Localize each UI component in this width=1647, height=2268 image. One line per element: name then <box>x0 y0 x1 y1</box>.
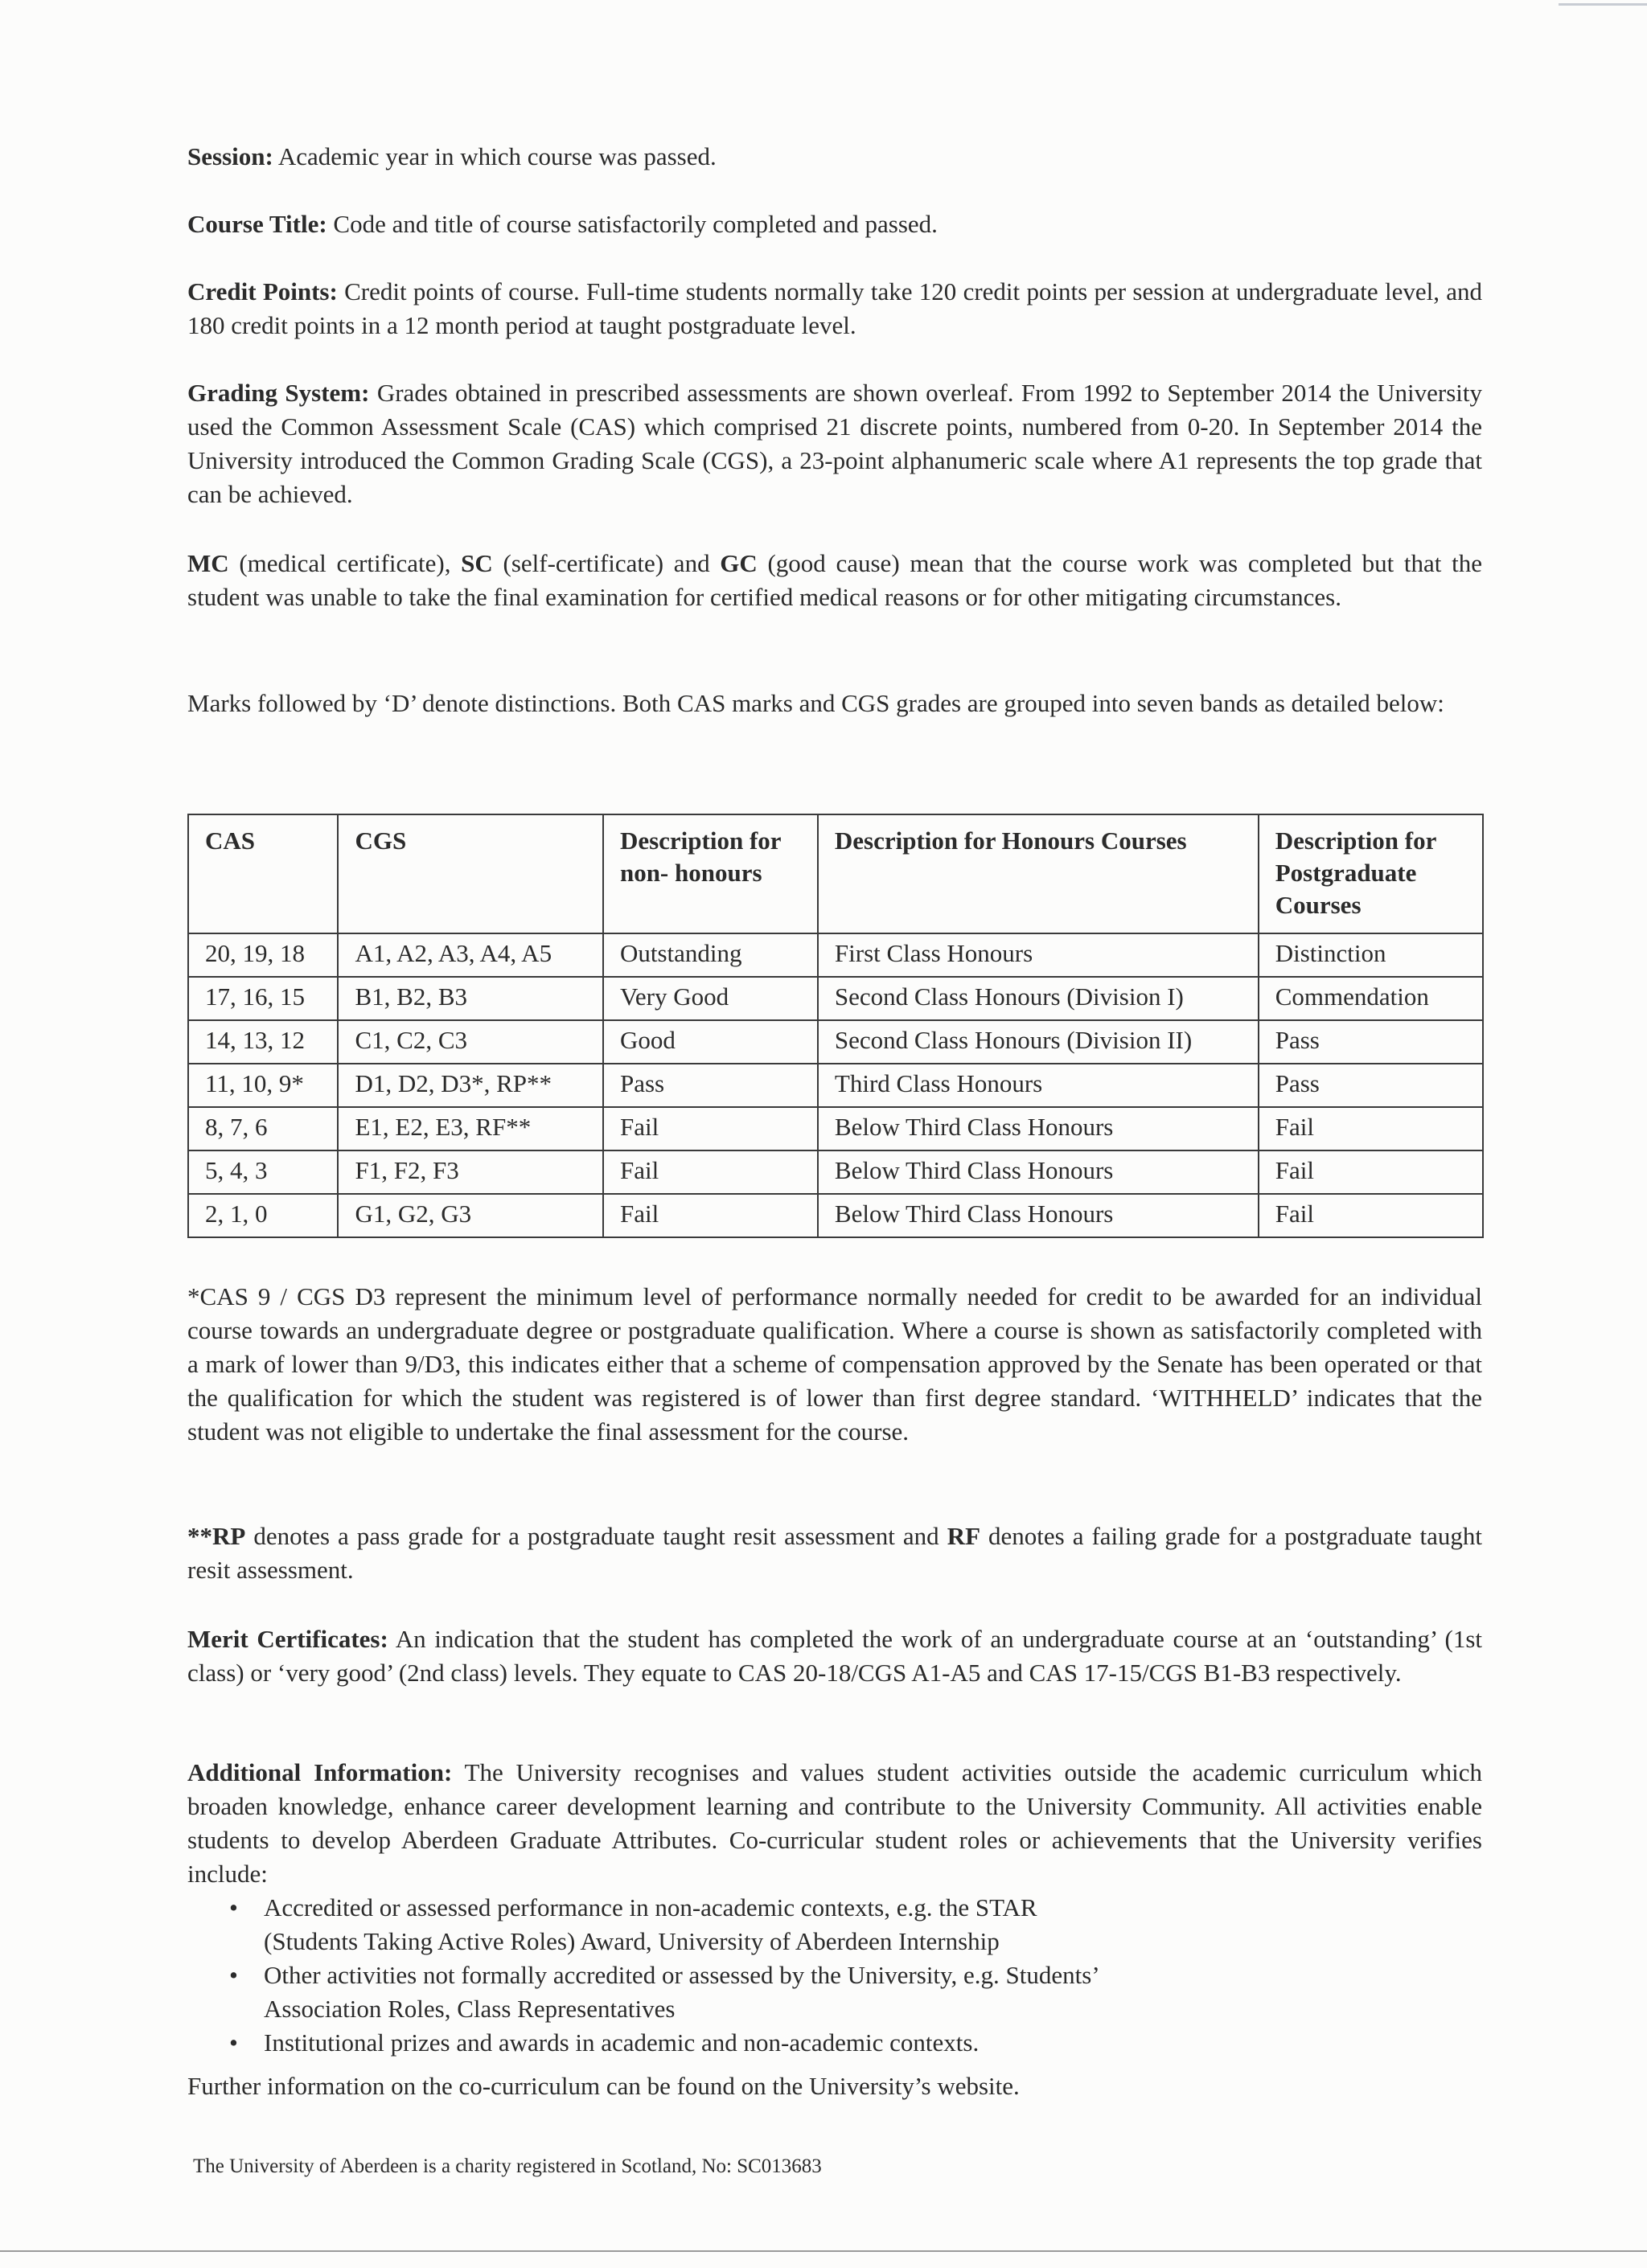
further-info: Further information on the co-curriculum can be found on the University’s website. <box>187 2072 1020 2100</box>
session-paragraph <box>187 140 1482 174</box>
rp-abbr: **RP <box>187 1522 246 1550</box>
cell-postgrad: Fail <box>1259 1194 1483 1237</box>
bullet-line-2: (Students Taking Active Roles) Award, University of Aberdeen Internship <box>264 1927 1000 1955</box>
header-postgrad: Description for Postgraduate Courses <box>1259 814 1483 933</box>
mc-paragraph <box>187 547 1482 614</box>
rp-text-2: denotes a failing grade for a postgraduate taught resit assessment. <box>187 1522 1483 1584</box>
cell-honours: Third Class Honours <box>818 1064 1259 1107</box>
bullet-line-1: Other activities not formally accredited or assessed by the University, e.g. Students’ <box>264 1961 1100 1989</box>
additional-info-label: Additional Information: <box>187 1758 453 1786</box>
cell-cas: 20, 19, 18 <box>188 933 338 977</box>
table-row <box>188 977 1483 1020</box>
scan-edge-mark <box>1559 3 1647 6</box>
cell-cgs: B1, B2, B3 <box>338 977 602 1020</box>
bullet-icon: • <box>229 1893 238 1921</box>
cell-postgrad: Commendation <box>1259 977 1483 1020</box>
cell-non-honours: Fail <box>603 1107 818 1150</box>
merit-label: Merit Certificates: <box>187 1625 388 1653</box>
session-label: Session: <box>187 142 273 170</box>
charity-footer: The University of Aberdeen is a charity registered in Scotland, No: SC013683 <box>193 2155 822 2177</box>
bullet-icon: • <box>229 2028 238 2057</box>
list-item <box>187 1891 1482 1958</box>
list-item <box>187 2026 1482 2060</box>
cell-postgrad: Distinction <box>1259 933 1483 977</box>
credit-points-paragraph <box>187 275 1482 342</box>
course-title-text: Code and title of course satisfactorily completed and passed. <box>327 210 938 238</box>
cell-cas: 11, 10, 9* <box>188 1064 338 1107</box>
scan-bottom-edge <box>0 2250 1647 2252</box>
rp-note <box>187 1520 1482 1587</box>
mc-text-1: (medical certificate), <box>228 549 462 577</box>
cell-non-honours: Fail <box>603 1150 818 1194</box>
table-row <box>188 1064 1483 1107</box>
cell-honours: Below Third Class Honours <box>818 1194 1259 1237</box>
table-header-row <box>188 814 1483 933</box>
merit-text: An indication that the student has completed the work of an undergraduate course at an ‘outstanding’ (1st class) or ‘very good’ (2nd class) levels. They equate to CAS 20-18/CGS A1-A5 and CAS 17-15/CGS B1-B3 respectively. <box>187 1625 1482 1687</box>
bullet-icon: • <box>229 1961 238 1989</box>
marks-note: Marks followed by ‘D’ denote distinctions. Both CAS marks and CGS grades are grouped into seven bands as detailed below: <box>187 689 1444 717</box>
additional-info <box>187 1756 1482 2060</box>
grading-system-paragraph <box>187 376 1482 511</box>
mc-abbr: MC <box>187 549 229 577</box>
cell-cgs: E1, E2, E3, RF** <box>338 1107 602 1150</box>
credit-points-text: Credit points of course. Full-time students normally take 120 credit points per session at undergraduate level, and 180 credit points in a 12 month period at taught postgraduate level. <box>187 277 1483 339</box>
cell-cgs: D1, D2, D3*, RP** <box>338 1064 602 1107</box>
header-cas: CAS <box>188 814 338 933</box>
sc-abbr: SC <box>461 549 493 577</box>
cell-non-honours: Fail <box>603 1194 818 1237</box>
session-text: Academic year in which course was passed. <box>273 142 717 170</box>
cell-honours: Second Class Honours (Division II) <box>818 1020 1259 1064</box>
cell-postgrad: Fail <box>1259 1107 1483 1150</box>
cell-cgs: G1, G2, G3 <box>338 1194 602 1237</box>
table-row <box>188 1020 1483 1064</box>
cell-non-honours: Very Good <box>603 977 818 1020</box>
header-honours: Description for Honours Courses <box>818 814 1259 933</box>
grading-system-label: Grading System: <box>187 379 370 407</box>
bullet-line-2: Association Roles, Class Representatives <box>264 1995 676 2023</box>
cas-note: *CAS 9 / CGS D3 represent the minimum level of performance normally needed for credit to be awarded for an individual course towards an undergraduate degree or postgraduate qualification. Where a course is shown as satisfactorily completed with a mark of lower than 9/D3, this indicates either that a scheme of compensation approved by the Senate has been operated or that the qualification for which the student was registered is of lower than first degree standard. ‘WITHHELD’ indicates that the student was not eligible to undertake the final assessment for the course. <box>187 1282 1482 1446</box>
course-title-paragraph <box>187 207 1482 241</box>
gc-abbr: GC <box>720 549 758 577</box>
table-row <box>188 1150 1483 1194</box>
additional-info-paragraph <box>187 1756 1482 1891</box>
cell-non-honours: Pass <box>603 1064 818 1107</box>
table-row <box>188 1194 1483 1237</box>
table-row <box>188 1107 1483 1150</box>
merit-paragraph <box>187 1622 1482 1690</box>
additional-info-text: The University recognises and values student activities outside the academic curriculum which broaden knowledge, enhance career development learning and contribute to the University Community. All activities enable students to develop Aberdeen Graduate Attributes. Co-curricular student roles or achievements that the University verifies include: <box>187 1758 1482 1888</box>
cell-non-honours: Good <box>603 1020 818 1064</box>
co-curricular-list <box>187 1891 1482 2060</box>
header-cgs: CGS <box>338 814 602 933</box>
mc-text-3: (good cause) mean that the course work was completed but that the student was unable to take the final examination for certified medical reasons or for other mitigating circumstances. <box>187 549 1482 611</box>
mc-text-2: (self-certificate) and <box>492 549 721 577</box>
bullet-line-1: Institutional prizes and awards in academic and non-academic contexts. <box>264 2028 980 2057</box>
cell-cas: 8, 7, 6 <box>188 1107 338 1150</box>
list-item <box>187 1958 1482 2026</box>
cell-postgrad: Fail <box>1259 1150 1483 1194</box>
grades-table <box>187 814 1484 1238</box>
cell-honours: Second Class Honours (Division I) <box>818 977 1259 1020</box>
cell-honours: First Class Honours <box>818 933 1259 977</box>
cell-postgrad: Pass <box>1259 1064 1483 1107</box>
course-title-label: Course Title: <box>187 210 327 238</box>
cell-non-honours: Outstanding <box>603 933 818 977</box>
cell-cgs: F1, F2, F3 <box>338 1150 602 1194</box>
header-non-honours: Description for non- honours <box>603 814 818 933</box>
grading-system-text: Grades obtained in prescribed assessments are shown overleaf. From 1992 to September 2014 the University used the Common Assessment Scale (CAS) which comprised 21 discrete points, numbered from 0-20. In September 2014 the University introduced the Common Grading Scale (CGS), a 23-point alphanumeric scale where A1 represents the top grade that can be achieved. <box>187 379 1482 508</box>
credit-points-label: Credit Points: <box>187 277 338 306</box>
cell-cas: 2, 1, 0 <box>188 1194 338 1237</box>
table-row <box>188 933 1483 977</box>
cell-cas: 5, 4, 3 <box>188 1150 338 1194</box>
cell-cgs: C1, C2, C3 <box>338 1020 602 1064</box>
cell-postgrad: Pass <box>1259 1020 1483 1064</box>
cell-honours: Below Third Class Honours <box>818 1150 1259 1194</box>
cell-honours: Below Third Class Honours <box>818 1107 1259 1150</box>
cell-cas: 17, 16, 15 <box>188 977 338 1020</box>
cell-cgs: A1, A2, A3, A4, A5 <box>338 933 602 977</box>
rp-text-1: denotes a pass grade for a postgraduate taught resit assessment and <box>245 1522 947 1550</box>
bullet-line-1: Accredited or assessed performance in non-academic contexts, e.g. the STAR <box>264 1893 1037 1921</box>
cell-cas: 14, 13, 12 <box>188 1020 338 1064</box>
rf-abbr: RF <box>947 1522 981 1550</box>
